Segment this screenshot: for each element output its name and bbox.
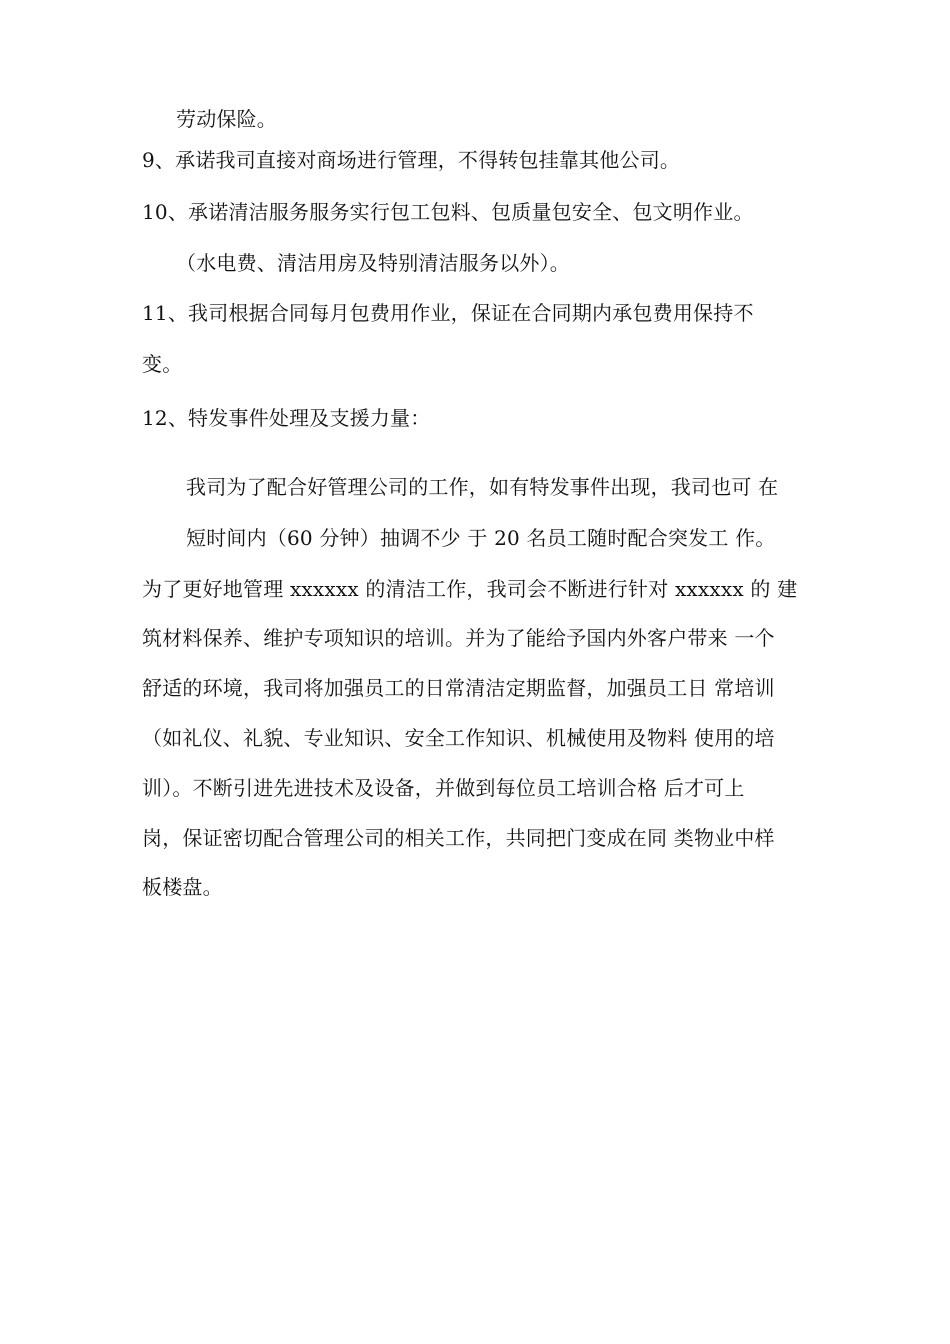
text-line: 为了更好地管理 xxxxxx 的清洁工作，我司会不断进行针对 xxxxxx 的 建 <box>142 577 798 601</box>
text-line: 板楼盘。 <box>142 875 223 899</box>
text-line: 12、特发事件处理及支援力量： <box>142 406 431 430</box>
text-line: 岗，保证密切配合管理公司的相关工作，共同把门变成在同 类物业中样 <box>142 826 775 850</box>
text-line: 劳动保险。 <box>176 107 277 131</box>
text-line: 舒适的环境，我司将加强员工的日常清洁定期监督，加强员工日 常培训 <box>142 676 775 700</box>
text-line: （如礼仪、礼貌、专业知识、安全工作知识、机械使用及物料 使用的培 <box>142 726 775 750</box>
text-line: 11、我司根据合同每月包费用作业，保证在合同期内承包费用保持不 <box>142 301 754 325</box>
text-line: 我司为了配合好管理公司的工作，如有特发事件出现，我司也可 在 <box>186 475 779 499</box>
text-line: 变。 <box>142 352 183 376</box>
text-line: 短时间内（60 分钟）抽调不少 于 20 名员工随时配合突发工 作。 <box>186 526 776 550</box>
text-line: 训）。不断引进先进技术及设备，并做到每位员工培训合格 后才可上 <box>142 776 745 800</box>
text-line: （水电费、清洁用房及特别清洁服务以外）。 <box>176 251 570 275</box>
text-line: 9、承诺我司直接对商场进行管理，不得转包挂靠其他公司。 <box>142 148 681 172</box>
text-line: 10、承诺清洁服务服务实行包工包料、包质量包安全、包文明作业。 <box>142 200 754 224</box>
text-line: 筑材料保养、维护专项知识的培训。并为了能给予国内外客户带来 一个 <box>142 626 775 650</box>
